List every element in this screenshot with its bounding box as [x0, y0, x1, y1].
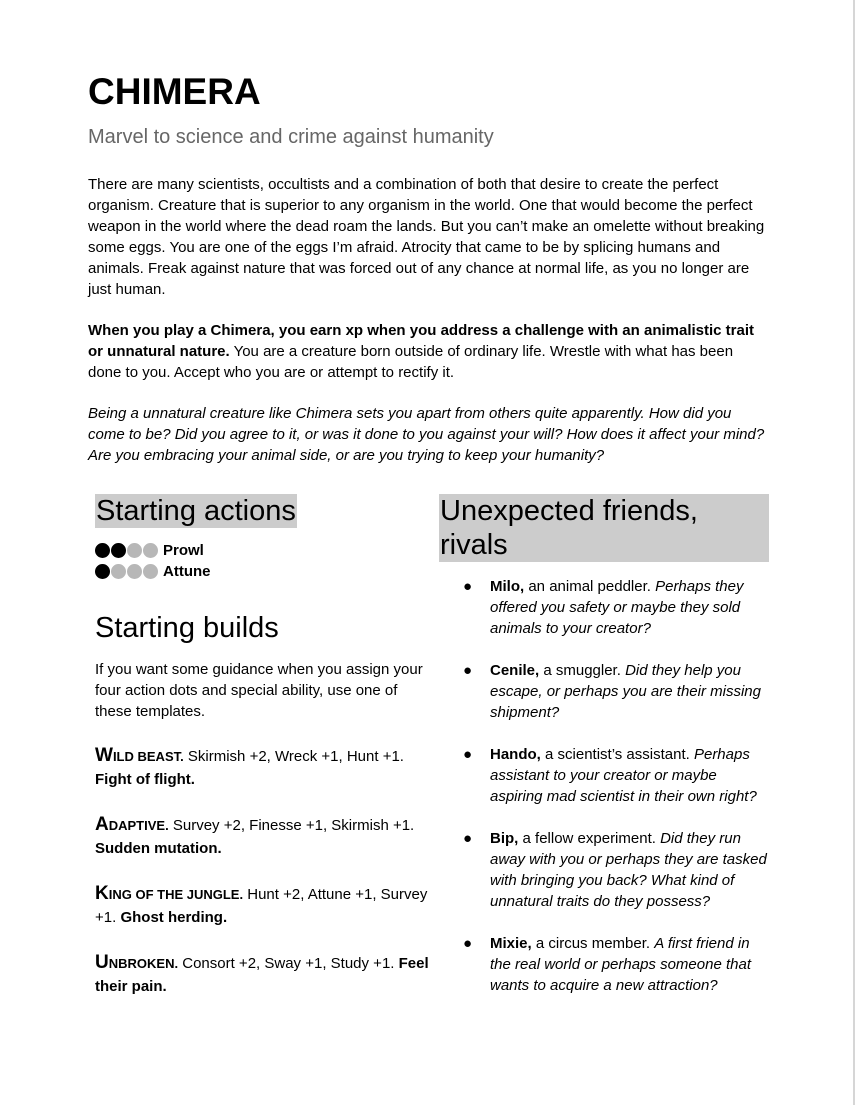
starting-builds-list — [95, 744, 430, 998]
build-name-initial: A — [95, 814, 109, 835]
bullet-icon: ● — [463, 578, 473, 595]
bullet-icon: ● — [463, 935, 473, 952]
bullet-icon: ● — [463, 662, 473, 679]
friend-role: an animal peddler. — [524, 578, 656, 595]
xp-trigger: When you play a Chimera, you earn xp when you address a challenge with an animalistic trait or unnatural nature. — [88, 322, 755, 360]
build-name-initial: K — [95, 883, 109, 904]
friend-question: A first friend in the real world or perhaps someone that wants to acquire a new attraction? — [490, 935, 751, 994]
friend-role: a fellow experiment. — [518, 830, 661, 847]
filled-dot-icon — [111, 543, 126, 558]
action-label: Prowl — [163, 542, 204, 559]
document-header — [88, 70, 768, 466]
build-name-initial: U — [95, 952, 109, 973]
build-ability: Feel their pain. — [95, 955, 429, 995]
page-subtitle: Marvel to science and crime against humanity — [88, 126, 494, 148]
build-template — [95, 882, 430, 929]
empty-dot-icon — [143, 564, 158, 579]
action-label: Attune — [163, 563, 211, 580]
friend-question: Perhaps they offered you safety or maybe they sold animals to your creator? — [490, 578, 744, 637]
starting-builds-intro: If you want some guidance when you assign your four action dots and special ability, use one of these templates. — [95, 661, 423, 720]
build-name — [95, 883, 244, 904]
xp-description: You are a creature born outside of ordinary life. Wrestle with what has been done to you. Accept who you are or attempt to rectify it. — [88, 343, 734, 381]
build-name-initial: W — [95, 745, 113, 766]
build-name-rest: ILD BEAST. — [112, 749, 184, 764]
build-name-rest: ING OF THE JUNGLE. — [108, 887, 244, 902]
questions-paragraph: Being a unnatural creature like Chimera sets you apart from others quite apparently. How did you come to be? Did you agree to it, or was it done to you against your will? How does it affect your mind? Are you embracing your animal side, or are you trying to keep your humanity? — [88, 405, 765, 464]
friends-heading: Unexpected friends, rivals — [439, 494, 769, 562]
build-stats: Hunt +2, Attune +1, Survey +1. — [95, 886, 428, 926]
build-name-rest: DAPTIVE. — [108, 818, 169, 833]
friend-question: Did they run away with you or perhaps they are tasked with bringing you back? What kind of unnatural traits do they possess? — [490, 830, 767, 910]
bullet-icon: ● — [463, 830, 473, 847]
build-name — [95, 952, 179, 973]
friends-list — [439, 576, 769, 996]
build-stats: Survey +2, Finesse +1, Skirmish +1. — [168, 817, 415, 834]
friend-role: a scientist’s assistant. — [540, 746, 694, 763]
friend-role: a circus member. — [531, 935, 655, 952]
friend-item — [439, 933, 769, 996]
build-ability: Sudden mutation. — [95, 840, 222, 857]
friend-role: a smuggler. — [539, 662, 626, 679]
friend-question: Perhaps assistant to your creator or maybe aspiring mad scientist in their own right? — [490, 746, 757, 805]
friend-item — [439, 744, 769, 807]
build-ability: Ghost herding. — [120, 909, 228, 926]
build-stats: Skirmish +2, Wreck +1, Hunt +1. — [183, 748, 404, 765]
friend-item — [439, 576, 769, 639]
friend-name: Bip, — [490, 830, 519, 847]
action-row — [95, 561, 430, 582]
build-name — [95, 814, 169, 835]
empty-dot-icon — [111, 564, 126, 579]
build-name-rest: NBROKEN. — [108, 956, 179, 971]
xp-paragraph — [88, 320, 768, 383]
build-template — [95, 951, 430, 998]
build-stats: Consort +2, Sway +1, Study +1. — [178, 955, 395, 972]
empty-dot-icon — [127, 564, 142, 579]
empty-dot-icon — [127, 543, 142, 558]
empty-dot-icon — [143, 543, 158, 558]
build-name — [95, 745, 184, 766]
build-template — [95, 813, 430, 860]
right-column — [439, 494, 769, 1017]
friend-name: Mixie, — [490, 935, 532, 952]
friend-name: Hando, — [490, 746, 541, 763]
starting-builds-heading: Starting builds — [95, 612, 279, 644]
page-title: CHIMERA — [88, 71, 261, 112]
left-column — [95, 494, 430, 998]
friend-name: Milo, — [490, 578, 525, 595]
action-row — [95, 540, 430, 561]
friend-item — [439, 828, 769, 912]
filled-dot-icon — [95, 543, 110, 558]
intro-paragraph: There are many scientists, occultists and a combination of both that desire to create the perfect organism. Creature that is superior to any organism in the world. One that would become the perfect weapon in the world where the dead roam the lands. But you can’t make an omelette without breaking some eggs. You are one of the eggs I’m afraid. Atrocity that came to be by splicing humans and animals. Freak against nature that was forced out of any chance at normal life, as you no longer are just human. — [88, 176, 765, 298]
friend-name: Cenile, — [490, 662, 540, 679]
build-template — [95, 744, 430, 791]
build-ability: Fight of flight. — [95, 771, 195, 788]
starting-actions-heading: Starting actions — [96, 495, 296, 527]
starting-actions-list — [95, 540, 430, 582]
filled-dot-icon — [95, 564, 110, 579]
friend-question: Did they help you escape, or perhaps you are their missing shipment? — [490, 662, 761, 721]
bullet-icon: ● — [463, 746, 473, 763]
friend-item — [439, 660, 769, 723]
